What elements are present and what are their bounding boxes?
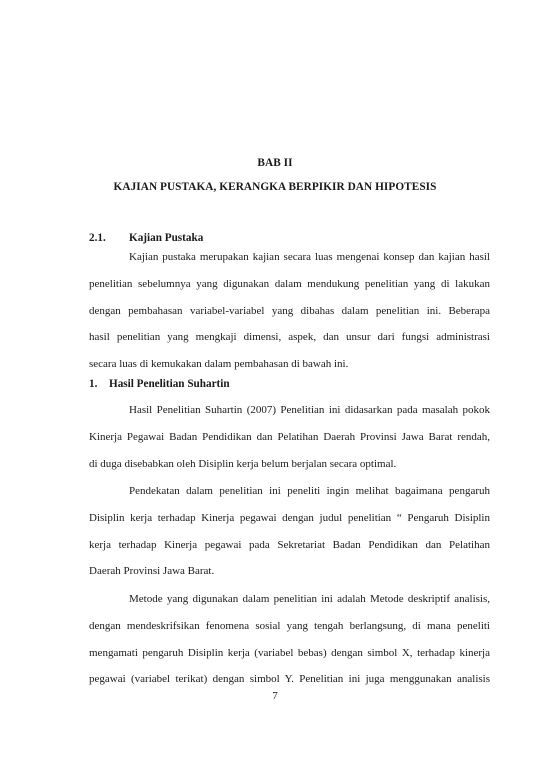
paragraph-line: Kinerja Pegawai Badan Pendidikan dan Pelatihan Daerah Provinsi Jawa Barat rendah, bbox=[89, 430, 490, 443]
section-number: 2.1. bbox=[89, 232, 106, 244]
paragraph-line: mengamati pengaruh Disiplin kerja (variabel bebas) dengan simbol X, terhadap kinerja bbox=[89, 646, 490, 659]
paragraph-line: dengan mendeskrifsikan fenomena sosial yang tengah berlangsung, di mana peneliti bbox=[89, 619, 490, 632]
paragraph-line: di duga disebabkan oleh Disiplin kerja belum berjalan secara optimal. bbox=[89, 457, 397, 470]
subsection-number: 1. bbox=[89, 378, 98, 390]
chapter-title: KAJIAN PUSTAKA, KERANGKA BERPIKIR DAN HIPOTESIS bbox=[113, 181, 437, 193]
subsection-title: Hasil Penelitian Suhartin bbox=[109, 378, 230, 390]
paragraph-line: kerja terhadap Kinerja pegawai pada Sekretariat Badan Pendidikan dan Pelatihan bbox=[89, 538, 490, 551]
section-intro-paragraph bbox=[89, 244, 490, 378]
paragraph-line: hasil penelitian yang mengkaji dimensi, aspek, dan unsur dari fungsi administrasi bbox=[89, 331, 490, 344]
chapter-label: BAB II bbox=[257, 157, 293, 169]
page-number: 7 bbox=[272, 690, 278, 702]
paragraph-line: Kajian pustaka merupakan kajian secara luas mengenai konsep dan kajian hasil bbox=[129, 251, 490, 263]
suhartin-paragraph-2 bbox=[89, 478, 490, 585]
paragraph-line: secara luas di kemukakan dalam pembahasan di bawah ini. bbox=[89, 358, 349, 371]
paragraph-line: Daerah Provinsi Jawa Barat. bbox=[89, 565, 215, 578]
paragraph-line: dengan pembahasan variabel-variabel yang dibahas dalam penelitian ini. Beberapa bbox=[89, 304, 490, 317]
paragraph-line: pegawai (variabel terikat) dengan simbol Y. Penelitian ini juga menggunakan analisis bbox=[89, 673, 490, 686]
paragraph-line: Disiplin kerja terhadap Kinerja pegawai dengan judul penelitian “ Pengaruh Disiplin bbox=[89, 511, 490, 524]
paragraph-line: penelitian sebelumnya yang digunakan dalam mendukung penelitian yang di lakukan bbox=[89, 277, 490, 290]
paragraph-line: Metode yang digunakan dalam penelitian ini adalah Metode deskriptif analisis, bbox=[129, 593, 490, 605]
paragraph-line: Pendekatan dalam penelitian ini peneliti ingin melihat bagaimana pengaruh bbox=[129, 485, 490, 497]
suhartin-paragraph-1 bbox=[89, 397, 490, 477]
paragraph-line: Hasil Penelitian Suhartin (2007) Penelitian ini didasarkan pada masalah pokok bbox=[129, 404, 490, 416]
section-title: Kajian Pustaka bbox=[129, 232, 204, 244]
suhartin-paragraph-3 bbox=[89, 586, 490, 693]
